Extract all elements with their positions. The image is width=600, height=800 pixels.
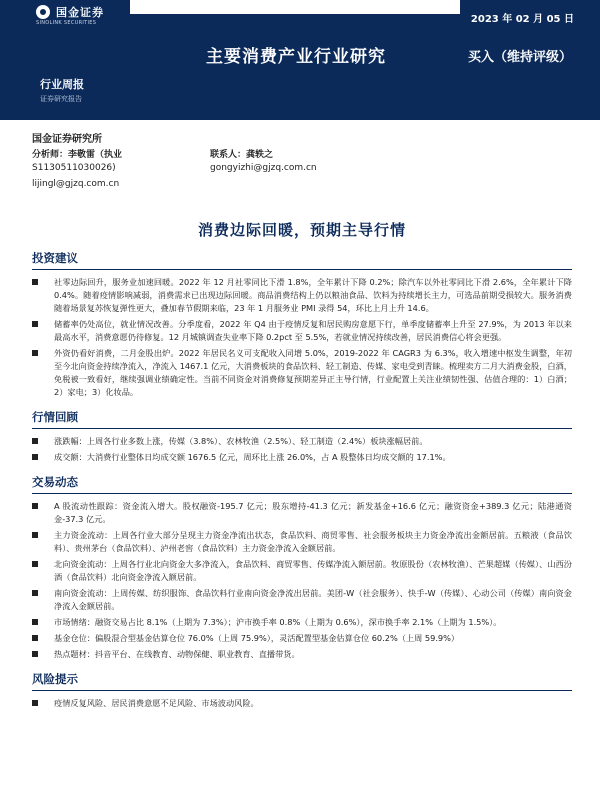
square-bullet-icon (32, 700, 38, 706)
square-bullet-icon (32, 590, 38, 596)
list-item (32, 500, 572, 526)
square-bullet-icon (32, 561, 38, 567)
section-title: 投资建议 (32, 250, 572, 270)
list-item-text: A 股流动性跟踪：资金流入增大。股权融资-195.7 亿元；股东增持-41.3 亿元；新发基金+16.6 亿元；融资资金+389.3 亿元；陆港通资金-37.3 亿元。 (54, 501, 572, 524)
list-item-text: 涨跌幅：上周各行业多数上涨，传媒（3.8%）、农林牧渔（2.5%）、轻工制造（2.4%）板块涨幅居前。 (54, 436, 428, 446)
square-bullet-icon (32, 651, 38, 657)
logo-text: 国金证券 (56, 6, 104, 19)
section-list (32, 697, 572, 710)
square-bullet-icon (32, 503, 38, 509)
logo-subtitle: SINOLINK SECURITIES (36, 20, 97, 26)
report-body (32, 124, 572, 713)
analyst-license: S1130511030026) (32, 163, 116, 173)
list-item (32, 347, 572, 399)
section-list (32, 435, 572, 464)
list-item (32, 587, 572, 613)
list-item-text: 储蓄率仍处高位，就业情况改善。分季度看，2022 年 Q4 由于疫情反复和居民购房意愿下行，单季度储蓄率上升至 27.9%，为 2013 年以来最高水平，消费意愿仍待修复。12 月城镇调查失业率下降 0.2pct 至 5.5%，若就业情况持续改善，居民消费信心将会更强。 (54, 319, 572, 342)
list-item-text: 外资仍看好消费，二月金股出炉。2022 年居民名义可支配收入同增 5.0%，2019-2022 年 CAGR3 为 6.3%，收入增速中枢发生调整，年初至今北向资金持续净流入，净流入 1467.1 亿元，大消费板块的食品饮料、轻工制造、传媒、家电受到青睐。梳理卖方二月大消费金股，白酒，免税被一致看好，继续强调业绩确定性。当前不同资金对消费修复预期差异正主导行情，行业配置上关注业绩韧性强、估值合理的：1）白酒；2）家电；3）化妆品。 (54, 348, 572, 397)
analyst-name: 分析师：李敬雷（执业 (32, 150, 123, 160)
square-bullet-icon (32, 619, 38, 625)
list-item-text: 基金仓位：偏股混合型基金估算仓位 76.0%（上周 75.9%），灵活配置型基金估算仓位 60.2%（上周 59.9%） (54, 633, 460, 643)
list-item (32, 648, 572, 661)
report-date: 2023 年 02 月 05 日 (470, 14, 574, 25)
square-bullet-icon (32, 350, 38, 356)
list-item (32, 558, 572, 584)
list-item-text: 疫情反复风险、居民消费意愿不足风险、市场波动风险。 (54, 698, 259, 708)
contact-name: 联系人：龚轶之 (210, 150, 274, 160)
square-bullet-icon (32, 321, 38, 327)
headline: 消费边际回暖，预期主导行情 (197, 221, 406, 239)
report-header (0, 0, 600, 120)
list-item (32, 632, 572, 645)
contact-email: gongyizhi@gjzq.com.cn (210, 163, 317, 173)
header-white-strip (130, 0, 460, 14)
square-bullet-icon (32, 532, 38, 538)
list-item-text: 成交额：大消费行业整体日均成交额 1676.5 亿元，周环比上涨 26.0%，占 A 股整体日均成交额的 17.1%。 (54, 452, 451, 462)
list-item (32, 697, 572, 710)
logo-circle-icon (36, 5, 50, 19)
list-item (32, 616, 572, 629)
report-type: 行业周报 (40, 78, 84, 91)
square-bullet-icon (32, 279, 38, 285)
list-item-text: 社零边际回升，服务业加速回暖。2022 年 12 月社零同比下滑 1.8%，全年累计下降 0.2%；除汽车以外社零同比下滑 2.6%，全年累计下降 0.4%。随着疫情影响减弱，消费需求已出现边际回暖。商品消费结构上仍以粮油食品、饮料为持续增长主力，可选品前期受损较大。服务消费随着场景复苏恢复弹性更大，叠加春节假期来临，23 年 1 月服务业 PMI 录得 54，环比上月上升 14.6。 (54, 277, 572, 313)
square-bullet-icon (32, 438, 38, 444)
list-item (32, 276, 572, 315)
list-item-text: 北向资金流动：上周各行业北向资金大多净流入，食品饮料、商贸零售、传媒净流入额居前。牧原股份（农林牧渔）、芒果超媒（传媒）、山西汾酒（食品饮料）北向资金净流入额居前。 (54, 559, 572, 582)
list-item (32, 529, 572, 555)
company-logo (36, 4, 104, 20)
rating-badge: 买入（维持评级） (468, 50, 573, 65)
list-item (32, 435, 572, 448)
list-item (32, 451, 572, 464)
list-item-text: 主力资金流动：上周各行业大部分呈现主力资金净流出状态，食品饮料、商贸零售、社会服务板块主力资金净流出金额居前。五粮液（食品饮料）、贵州茅台（食品饮料）、泸州老窖（食品饮料）主力资金净流入金额居前。 (54, 530, 572, 553)
section-title: 风险提示 (32, 671, 572, 691)
report-category: 证券研究报告 (40, 95, 82, 103)
report-title: 主要消费产业行业研究 (206, 47, 386, 67)
section-title: 行情回顾 (32, 409, 572, 429)
section-title: 交易动态 (32, 474, 572, 494)
institute-name: 国金证券研究所 (32, 134, 102, 145)
list-item (32, 318, 572, 344)
analyst-email: lijingl@gjzq.com.cn (32, 179, 120, 189)
list-item-text: 南向资金流动：上周传媒、纺织服饰、食品饮料行业南向资金净流出居前。美团-W（社会服务）、快手-W（传媒）、心动公司（传媒）南向资金净流入金额居前。 (54, 588, 572, 611)
list-item-text: 热点题材：抖音平台、在线教育、动物保健、职业教育、直播带货。 (54, 649, 300, 659)
square-bullet-icon (32, 454, 38, 460)
section-list (32, 276, 572, 399)
list-item-text: 市场情绪：融资交易占比 8.1%（上期为 7.3%）；沪市换手率 0.8%（上期为 0.6%），深市换手率 2.1%（上期为 1.5%）。 (54, 617, 502, 627)
author-block (32, 147, 572, 197)
section-list (32, 500, 572, 661)
square-bullet-icon (32, 635, 38, 641)
sections-container (32, 250, 572, 710)
